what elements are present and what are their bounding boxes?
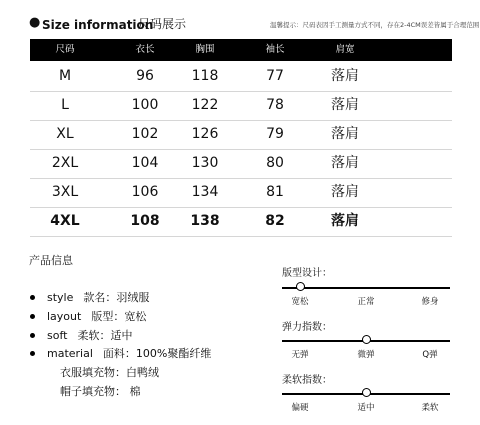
cell-size: 4XL: [50, 213, 80, 229]
bullet-icon: [30, 295, 35, 300]
attribute-cn: 面料：100%聚酯纤维: [102, 347, 212, 360]
attribute-cn: 版型：宽松: [91, 310, 147, 323]
attribute-en: material: [47, 347, 93, 360]
bullet-icon: [30, 333, 35, 338]
cell-shoulder: 落肩: [331, 97, 359, 113]
scale-softness-tick: 偏硬: [291, 403, 309, 413]
column-shoulder: 肩宽: [335, 44, 355, 55]
scale-fit-track: [282, 287, 450, 289]
cell-length: 102: [131, 126, 159, 142]
cell-shoulder: 落肩: [331, 155, 359, 171]
cell-chest: 126: [191, 126, 219, 142]
scale-softness-label: 柔软指数：: [282, 375, 332, 386]
attribute-cn: 款名：羽绒服: [83, 291, 150, 304]
scale-stretch-tick: 无弹: [291, 350, 309, 360]
attribute-style: [30, 291, 149, 305]
bullet-icon: [30, 351, 35, 356]
table-row: [30, 91, 452, 121]
cell-length: 96: [136, 68, 154, 84]
bullet-icon: [30, 314, 35, 319]
hood-filling-info: 帽子填充物： 棉: [60, 385, 141, 398]
measurement-note: 温馨提示：尺码表因手工测量方式不同，存在2-4CM误差皆属于合理范围: [270, 21, 480, 29]
column-length: 衣长: [135, 44, 155, 55]
attribute-material: [30, 347, 211, 361]
attribute-en: soft: [47, 329, 68, 342]
down-filling-info: 衣服填充物：白鸭绒: [60, 366, 159, 379]
cell-sleeve: 78: [266, 97, 284, 113]
attribute-en: style: [47, 291, 74, 304]
table-row: [30, 178, 452, 208]
cell-chest: 118: [191, 68, 219, 84]
product-info-title: 产品信息: [29, 254, 73, 267]
attribute-cn: 柔软：适中: [77, 329, 133, 342]
scale-softness-marker: [362, 388, 371, 397]
cell-sleeve: 81: [266, 184, 284, 200]
size-table-header: [30, 39, 452, 61]
cell-length: 106: [131, 184, 159, 200]
cell-shoulder: 落肩: [331, 213, 359, 229]
cell-size: 3XL: [51, 184, 79, 200]
scale-stretch-tick: Q弹: [422, 350, 438, 360]
attribute-en: layout: [47, 310, 82, 323]
cell-size: M: [58, 68, 72, 84]
scale-stretch-tick: 微弹: [357, 350, 375, 360]
table-row: [30, 207, 452, 237]
column-size: 尺码: [55, 44, 75, 55]
table-row: [30, 149, 452, 179]
table-row: [30, 120, 452, 150]
cell-sleeve: 77: [266, 68, 284, 84]
scale-fit-label: 版型设计：: [282, 268, 332, 279]
size-info-title: Size information: [42, 18, 154, 32]
cell-size: XL: [56, 126, 74, 142]
cell-sleeve: 79: [266, 126, 284, 142]
table-row: [30, 62, 452, 92]
scale-softness-tick: 适中: [357, 403, 375, 413]
cell-size: 2XL: [51, 155, 79, 171]
scale-softness-tick: 柔软: [421, 403, 439, 413]
scale-stretch-marker: [362, 335, 371, 344]
cell-length: 108: [130, 213, 160, 229]
scale-fit-tick: 宽松: [291, 297, 309, 307]
cell-sleeve: 80: [266, 155, 284, 171]
scale-fit-tick: 修身: [421, 297, 439, 307]
cell-chest: 138: [190, 213, 220, 229]
cell-shoulder: 落肩: [331, 184, 359, 200]
scale-fit-tick: 正常: [357, 297, 375, 307]
size-info-subtitle: 尺码展示: [138, 17, 187, 31]
cell-chest: 134: [191, 184, 219, 200]
attribute-soft: [30, 329, 132, 343]
column-chest: 胸围: [195, 44, 215, 55]
cell-length: 104: [131, 155, 159, 171]
cell-sleeve: 82: [265, 213, 285, 229]
cell-shoulder: 落肩: [331, 126, 359, 142]
cell-shoulder: 落肩: [331, 68, 359, 84]
column-sleeve: 袖长: [265, 44, 285, 55]
scale-fit-marker: [296, 282, 305, 291]
cell-chest: 122: [191, 97, 219, 113]
scale-stretch-label: 弹力指数：: [282, 322, 332, 333]
cell-length: 100: [131, 97, 159, 113]
cell-size: L: [61, 97, 69, 113]
header-bullet-icon: ●: [29, 15, 41, 30]
cell-chest: 130: [191, 155, 219, 171]
attribute-layout: [30, 310, 146, 324]
